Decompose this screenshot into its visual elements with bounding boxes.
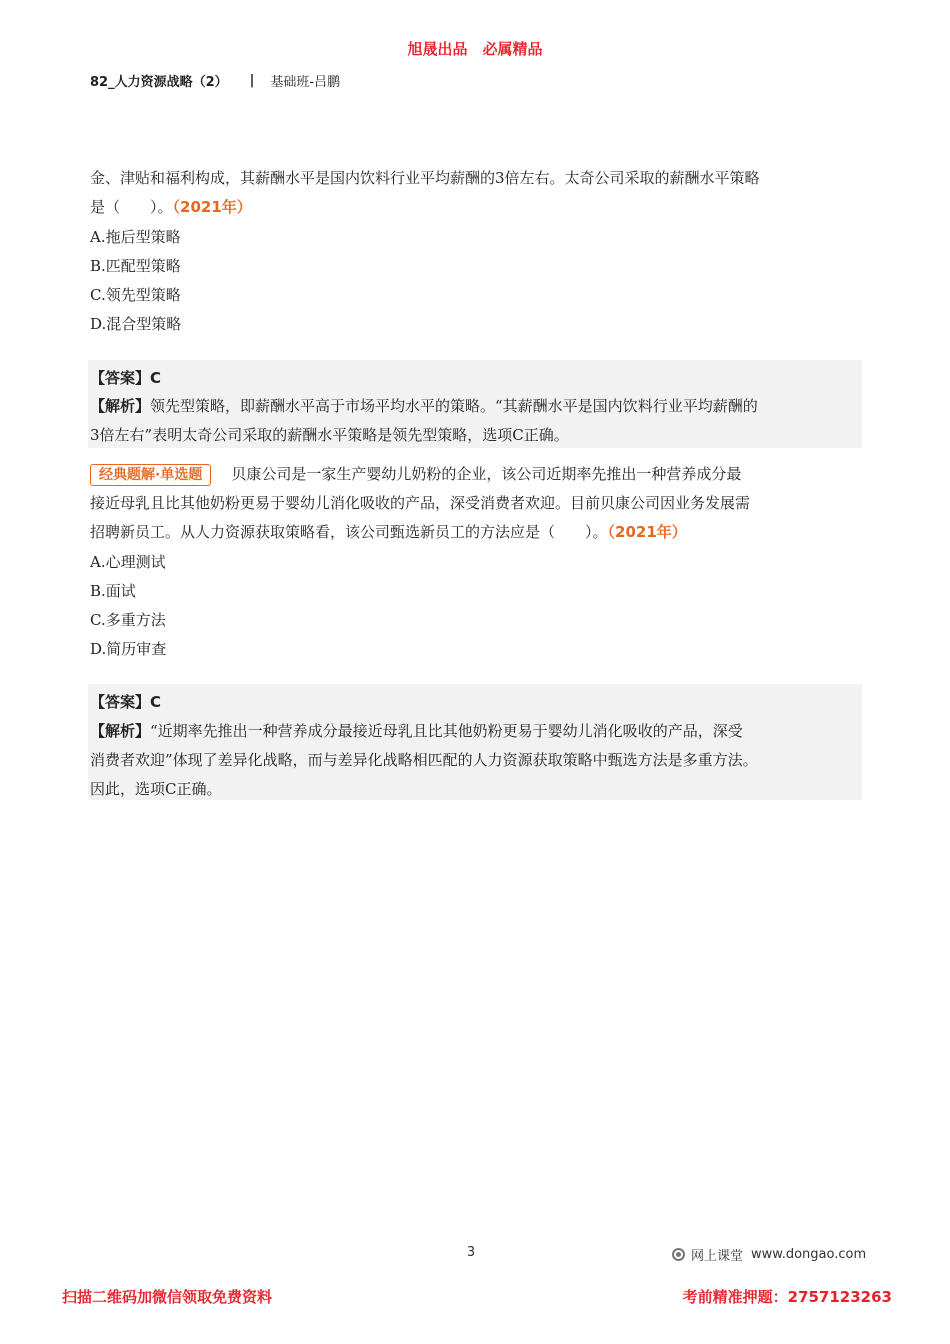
q2-analysis-line: 消费者欢迎”体现了差异化战略，而与差异化战略相匹配的人力资源获取策略中甄选方法是多重方法。 xyxy=(90,751,758,769)
q1-answer-value: C xyxy=(150,369,162,387)
q2-option-c: C.多重方法 xyxy=(90,611,166,629)
q1-analysis-line: 3倍左右”表明太奇公司采取的薪酬水平策略是领先型策略，选项C正确。 xyxy=(90,426,569,444)
q2-analysis-line: 因此，选项C正确。 xyxy=(90,780,222,798)
q2-option-d: D.简历审查 xyxy=(90,640,167,658)
q2-type-tag: 经典题解·单选题 xyxy=(90,464,211,486)
footer-left-promo: 扫描二维码加微信领取免费资料 xyxy=(62,1288,273,1306)
page-number: 3 xyxy=(466,1245,476,1260)
q1-option-b: B.匹配型策略 xyxy=(90,257,181,275)
brand-logo-icon xyxy=(672,1248,685,1261)
q2-stem-line xyxy=(90,518,687,547)
q2-year: （2021年） xyxy=(607,523,687,541)
course-title: 82_人力资源战略（2） xyxy=(90,75,228,90)
q2-stem-text: 招聘新员工。从人力资源获取策略看，该公司甄选新员工的方法应是（ ）。 xyxy=(90,523,608,541)
page-header xyxy=(90,71,340,90)
q1-option-d: D.混合型策略 xyxy=(90,315,182,333)
q1-answer-label: 【答案】 xyxy=(90,369,151,387)
q2-answer-value: C xyxy=(150,693,162,711)
q1-analysis-text: 领先型策略，即薪酬水平高于市场平均水平的策略。“其薪酬水平是国内饮料行业平均薪酬的 xyxy=(150,397,758,415)
brand-name: 网上课堂 xyxy=(691,1249,744,1264)
q2-stem-text: 贝康公司是一家生产婴幼儿奶粉的企业，该公司近期率先推出一种营养成分最 xyxy=(231,465,742,483)
brand-url: www.dongao.com xyxy=(751,1247,867,1262)
footer-right-promo: 考前精准押题：2757123263 xyxy=(682,1288,892,1306)
header-separator: | xyxy=(249,73,255,88)
q2-stem-line xyxy=(90,460,741,489)
q1-option-a: A.拖后型策略 xyxy=(90,228,181,246)
q1-answer-line xyxy=(90,364,161,393)
q2-option-a: A.心理测试 xyxy=(90,553,166,571)
q1-year: （2021年） xyxy=(172,198,252,216)
banner-top: 旭晟出品 必属精品 xyxy=(407,40,543,58)
q1-stem-text: 是（ ）。 xyxy=(90,198,173,216)
q1-option-c: C.领先型策略 xyxy=(90,286,181,304)
brand-logo xyxy=(672,1245,866,1264)
q1-analysis-label: 【解析】 xyxy=(90,397,151,415)
q1-analysis-line xyxy=(90,392,758,421)
q2-answer-line xyxy=(90,688,161,717)
q2-analysis-text: “近期率先推出一种营养成分最接近母乳且比其他奶粉更易于婴幼儿消化吸收的产品，深受 xyxy=(150,722,743,740)
q2-answer-label: 【答案】 xyxy=(90,693,151,711)
q2-stem-line: 接近母乳且比其他奶粉更易于婴幼儿消化吸收的产品，深受消费者欢迎。目前贝康公司因业务发展需 xyxy=(90,494,751,512)
teacher-name: 基础班-吕鹏 xyxy=(270,75,341,90)
q2-analysis-line xyxy=(90,717,743,746)
q1-stem-line xyxy=(90,193,252,222)
q2-analysis-label: 【解析】 xyxy=(90,722,151,740)
q1-stem-line: 金、津贴和福利构成，其薪酬水平是国内饮料行业平均薪酬的3倍左右。太奇公司采取的薪酬水平策略 xyxy=(90,169,760,187)
q2-option-b: B.面试 xyxy=(90,582,136,600)
